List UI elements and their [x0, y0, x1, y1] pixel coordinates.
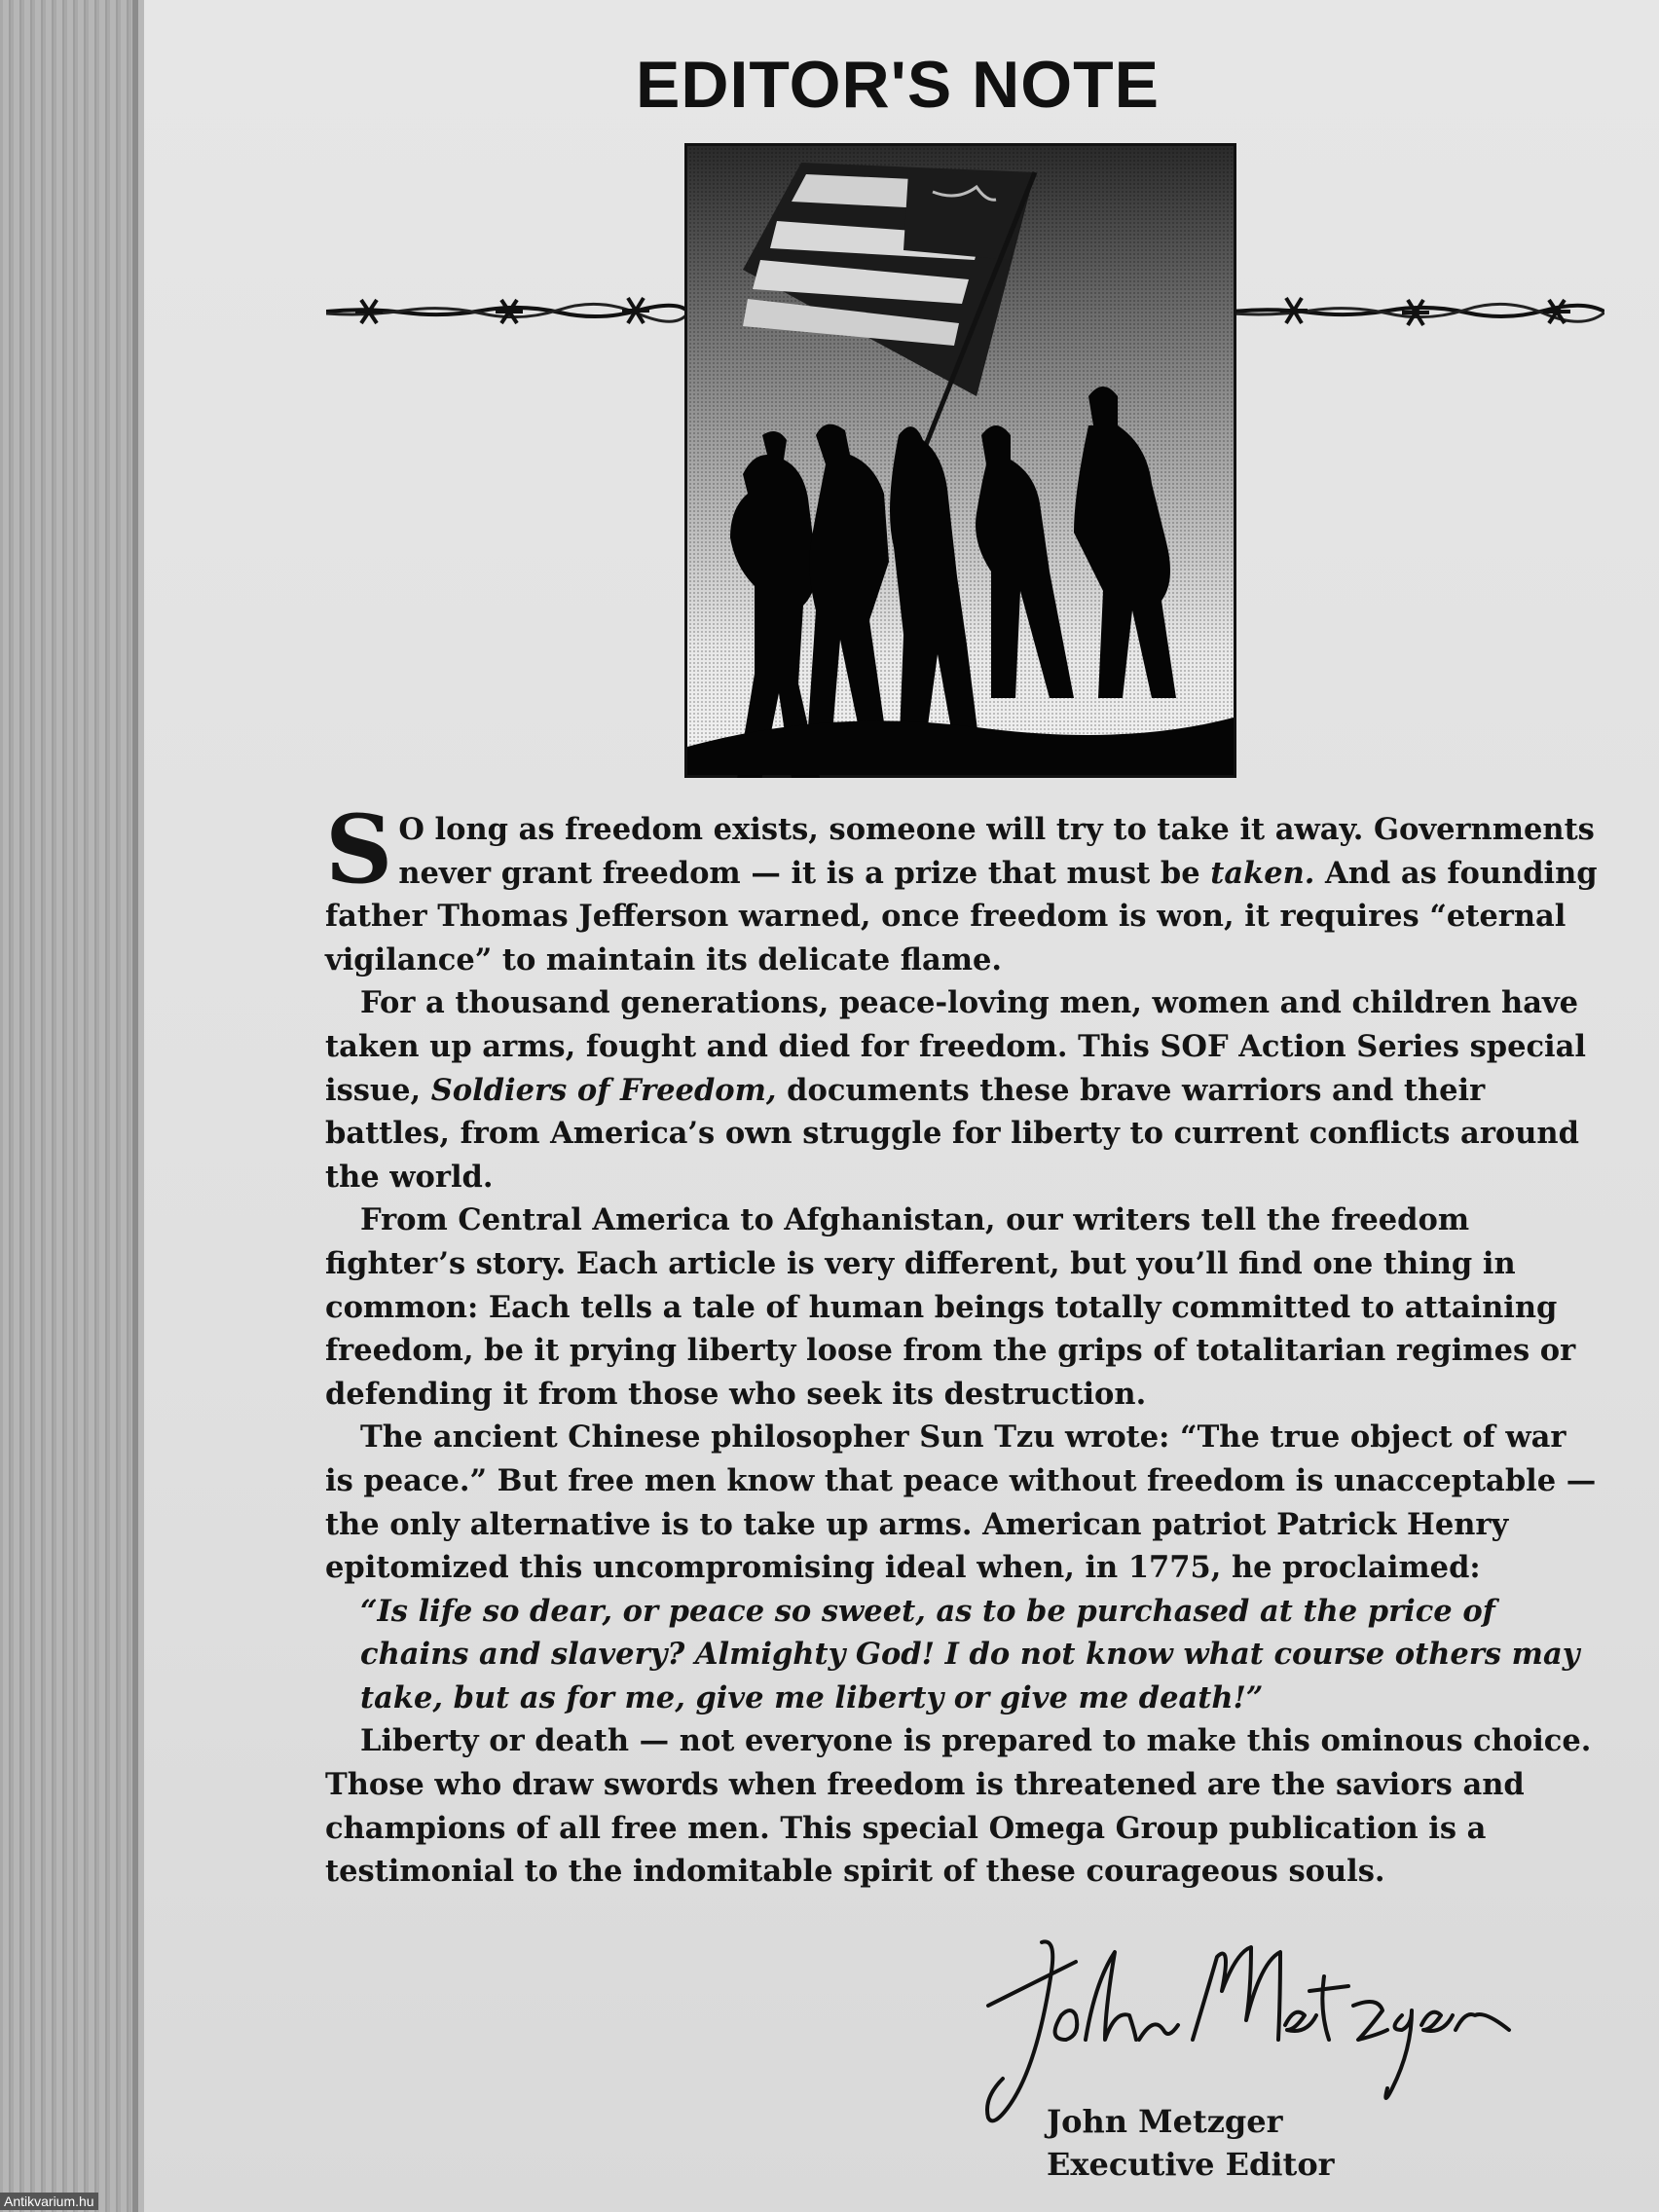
page-title: EDITOR'S NOTE — [636, 48, 1160, 122]
paragraph-1-emphasis: taken. — [1210, 855, 1315, 891]
paragraph-2-text-a: For a thousand generations, peace-loving men, women and children have taken up arms, fought and died for freedom. This SOF Action Series special issue, — [325, 985, 1586, 1108]
patrick-henry-quote: “Is life so dear, or peace so sweet, as to be purchased at the price of chains and slavery? Almighty God! I do not know what course others may take, but as for me, give me liberty or give me death!” — [360, 1593, 1580, 1715]
article-body — [325, 794, 1601, 1894]
paragraph-1-text: O long as freedom exists, someone will try to take it away. Governments never grant freedom — it is a prize that must be — [398, 812, 1595, 891]
paragraph-5: Liberty or death — not everyone is prepared to make this ominous choice. Those who draw swords when freedom is threatened are the saviors and champions of all free men. This special Omega Group publication is a testimonial to the indomitable spirit of these courageous souls. — [325, 1723, 1592, 1890]
magazine-spine — [0, 0, 138, 2212]
editor-name: John Metzger — [1047, 2103, 1283, 2140]
paragraph-2-text-b: documents these brave warriors and their battles, from America’s own struggle for liberty to current conflicts around the world. — [325, 1072, 1579, 1195]
editor-title: Executive Editor — [1047, 2146, 1335, 2183]
paragraph-3: From Central America to Afghanistan, our writers tell the freedom fighter’s story. Each article is very different, but you’ll find one thing in common: Each tells a tale of human beings totally committed to attaining freedom, be it prying liberty loose from the grips of totalitarian regimes or defending it from those who seek its destruction. — [325, 1202, 1576, 1412]
soldiers-flag-photo — [684, 143, 1236, 778]
paragraph-1-end: And as founding father Thomas Jefferson warned, once freedom is won, it requires “eternal vigilance” to maintain its delicate flame. — [325, 855, 1598, 977]
barbed-wire-right — [1233, 292, 1604, 331]
watermark: Antikvarium.hu — [0, 2193, 98, 2210]
publication-title: Soldiers of Freedom, — [430, 1072, 777, 1108]
paragraph-2 — [325, 981, 1601, 1198]
barbed-wire-left — [326, 292, 688, 331]
drop-cap: S — [325, 794, 393, 904]
paragraph-4: The ancient Chinese philosopher Sun Tzu wrote: “The true object of war is peace.” But free men know that peace without freedom is unacceptable — the only alternative is to take up arms. American patriot Patrick Henry epitomized this uncompromising ideal when, in 1775, he proclaimed: — [325, 1419, 1597, 1586]
paragraph-1 — [325, 794, 1601, 981]
